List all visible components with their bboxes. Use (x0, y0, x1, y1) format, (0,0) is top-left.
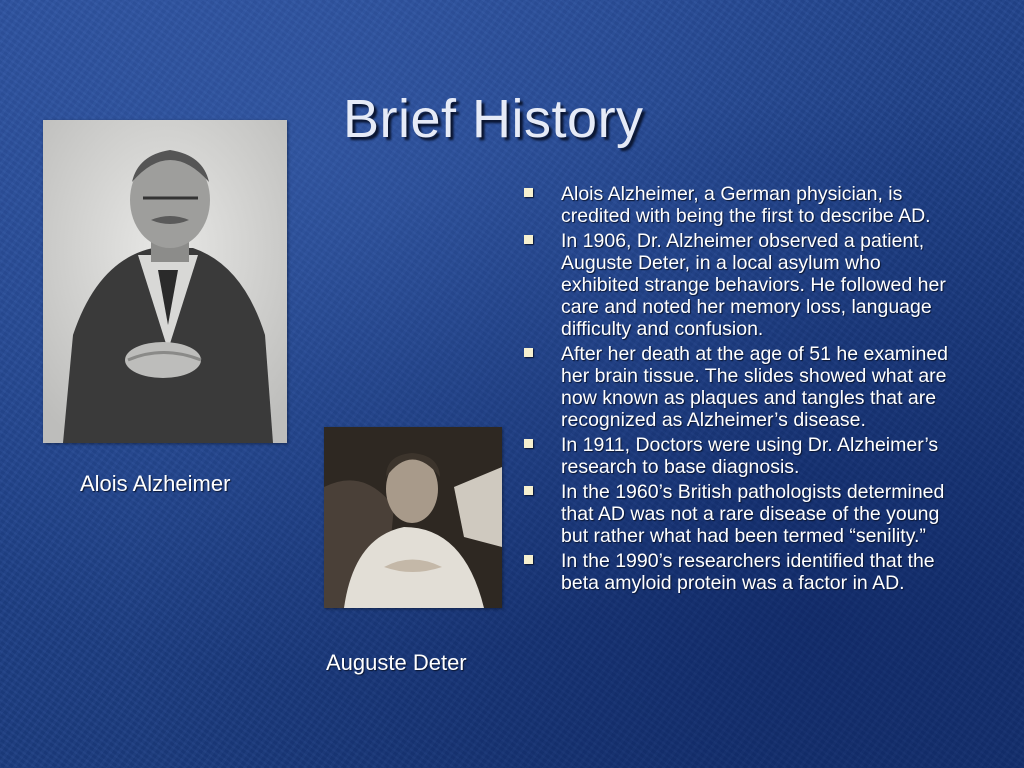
slide-title: Brief History (343, 89, 644, 149)
bullet-text: In the 1960’s British pathologists determined that AD was not a rare disease of the young but rather what had been termed “senility.” (561, 481, 945, 547)
bullet-text: In the 1990’s researchers identified that the beta amyloid protein was a factor in AD. (561, 550, 935, 594)
history-bullet-list (522, 183, 962, 597)
square-bullet-icon (524, 348, 533, 357)
alois-alzheimer-photo (43, 120, 287, 443)
square-bullet-icon (524, 555, 533, 564)
alois-alzheimer-caption: Alois Alzheimer (80, 471, 231, 496)
bullet-text: Alois Alzheimer, a German physician, is credited with being the first to describe AD. (561, 183, 931, 227)
list-item (522, 343, 962, 431)
list-item (522, 481, 962, 547)
list-item (522, 434, 962, 478)
square-bullet-icon (524, 188, 533, 197)
square-bullet-icon (524, 486, 533, 495)
square-bullet-icon (524, 235, 533, 244)
bullet-text: In 1906, Dr. Alzheimer observed a patient, Auguste Deter, in a local asylum who exhibited strange behaviors. He followed her care and noted her memory loss, language difficulty and confusion. (561, 230, 946, 340)
auguste-deter-caption: Auguste Deter (326, 650, 467, 675)
bullet-text: After her death at the age of 51 he examined her brain tissue. The slides showed what are now known as plaques and tangles that are recognized as Alzheimer’s disease. (561, 343, 949, 431)
auguste-deter-photo (324, 427, 502, 608)
list-item (522, 230, 962, 340)
list-item (522, 183, 962, 227)
bullet-text: In 1911, Doctors were using Dr. Alzheimer’s research to base diagnosis. (561, 434, 939, 478)
square-bullet-icon (524, 439, 533, 448)
list-item (522, 550, 962, 594)
